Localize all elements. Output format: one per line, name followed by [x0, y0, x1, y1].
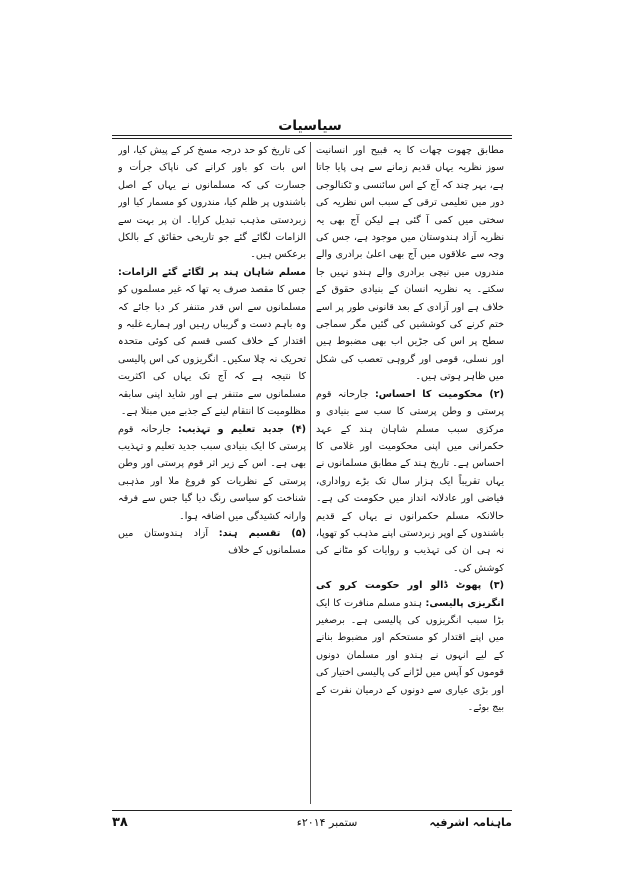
section-heading: (۲) محکومیت کا احساس: [374, 388, 504, 400]
footer-rule [112, 810, 512, 811]
left-column [118, 142, 306, 804]
right-column [316, 142, 504, 804]
section-heading: (۵) تقسیم ہند: [218, 527, 306, 539]
paragraph-text: جارحانہ قوم پرستی و وطن پرستی کا سب سے بنیادی و مرکزی سبب مسلم شاہان ہند کے عہد حکمرانی میں اپنی محکومیت اور غلامی کا احساس ہے۔ تاریخ ہند کے مطابق مسلمانوں نے یہاں تقریباً ایک ہزار سال تک بڑے رواداری، فیاضی اور عادلانہ انداز میں حکومت کی ہے۔ حالانکہ مسلم حکمرانوں نے یہاں کے قدیم باشندوں کے اوپر زبردستی اپنے مذہب کو تھوپا، نہ ہی ان کی تہذیب و روایات کو مٹانے کی کوشش کی۔ [316, 388, 504, 574]
paragraph-text: جارحانہ قوم پرستی کا ایک بنیادی سبب جدید تعلیم و تہذیب بھی ہے۔ اس کے زیر اثر قوم پرستی اور وطن پرستی کے نظریات کو فروغ ملا اور مذہبی شناخت کو سیاسی رنگ دیا گیا جس سے فرقہ وارانہ کشیدگی میں اضافہ ہوا۔ [118, 423, 306, 522]
paragraph-text: مطابق چھوت چھات کا یہ قبیح اور انسانیت سوز نظریہ یہاں قدیم زمانے سے ہی پایا جاتا ہے، بہر چند کہ آج کے اس سائنسی و ٹکنالوجی دور میں تعلیمی ترقی کے سبب اس نظریہ کی سختی میں کمی آ گئی ہے لیکن آج بھی یہ نظریہ آزاد ہندوستان میں موجود ہے، جس کی وجہ سے علاقوں میں آج بھی اعلیٰ برادری والے مندروں میں نیچی برادری والے ہندو نہیں جا سکتے۔ یہ نظریہ انسان کے بنیادی حقوق کے خلاف ہے اور آزادی کے بعد قانونی طور پر اسے ختم کرنے کی کوششیں کی گئیں مگر سماجی سطح پر اس کی جڑیں اب بھی مضبوط ہیں اور نسلی، قومی اور گروہی تعصب کی شکل میں ظاہر ہوتی ہیں۔ [316, 145, 504, 383]
paragraph [316, 142, 504, 386]
section-heading: (۳) پھوٹ ڈالو اور حکومت کرو کی انگریزی پالیسی: [316, 580, 504, 609]
paragraph-text: کی تاریخ کو حد درجہ مسخ کر کے پیش کیا، اور اس بات کو باور کرانے کی ناپاک جرأت و جسارت کی کہ مسلمانوں نے یہاں کے اصل باشندوں پر ظلم کیا، مندروں کو مسمار کیا اور زبردستی مذہب تبدیل کرایا۔ ان پر بہت سے الزامات لگائے گئے جو تاریخی حقائق کے بالکل برعکس ہیں۔ [118, 145, 306, 261]
magazine-name: ماہنامہ اشرفیہ [429, 816, 512, 829]
paragraph-text: آزاد ہندوستان میں مسلمانوں کے خلاف [118, 527, 306, 557]
paragraph [316, 386, 504, 577]
paragraph [118, 264, 306, 421]
header-rule [112, 135, 512, 136]
paragraph [316, 577, 504, 716]
paragraph [118, 525, 306, 560]
paragraph-text: ہندو مسلم منافرت کا ایک بڑا سبب انگریزوں کی پالیسی ہے۔ برصغیر میں اپنے اقتدار کو مستحکم اور مضبوط بنانے کے لیے انہوں نے ہندو اور مسلمان دونوں قوموں کو آپس میں لڑانے کی پالیسی اختیار کی اور بڑی عیاری سے دونوں کے درمیان نفرت کے بیج بوئے۔ [316, 597, 504, 713]
paragraph [118, 421, 306, 525]
page-footer [112, 814, 512, 832]
issue-date: ستمبر ۲۰۱۴ء [296, 816, 358, 829]
column-divider [310, 142, 311, 804]
page-number: ۳۸ [112, 815, 128, 830]
header-rule-secondary [112, 138, 512, 139]
section-heading: مسلم شاہان ہند پر لگائے گئے الزامات: [118, 266, 306, 278]
paragraph-text: جس کا مقصد صرف یہ تھا کہ غیر مسلموں کو مسلمانوں سے اس قدر متنفر کر دیا جائے کہ وہ باہم دست و گریباں رہیں اور ہمارے غلبہ و اقتدار کے خلاف کسی قسم کی کوئی متحدہ تحریک نہ چلا سکیں۔ انگریزوں کی اس پالیسی کا نتیجہ ہے کہ آج تک یہاں کی اکثریت مسلمانوں سے متنفر ہے اور شاید اپنی سابقہ مظلومیت کا انتقام لینے کے جذبے میں مبتلا ہے۔ [118, 284, 306, 418]
section-title: سیاسیات [278, 118, 342, 134]
paragraph [118, 142, 306, 264]
section-heading: (۴) جدید تعلیم و تہذیب: [178, 423, 306, 435]
